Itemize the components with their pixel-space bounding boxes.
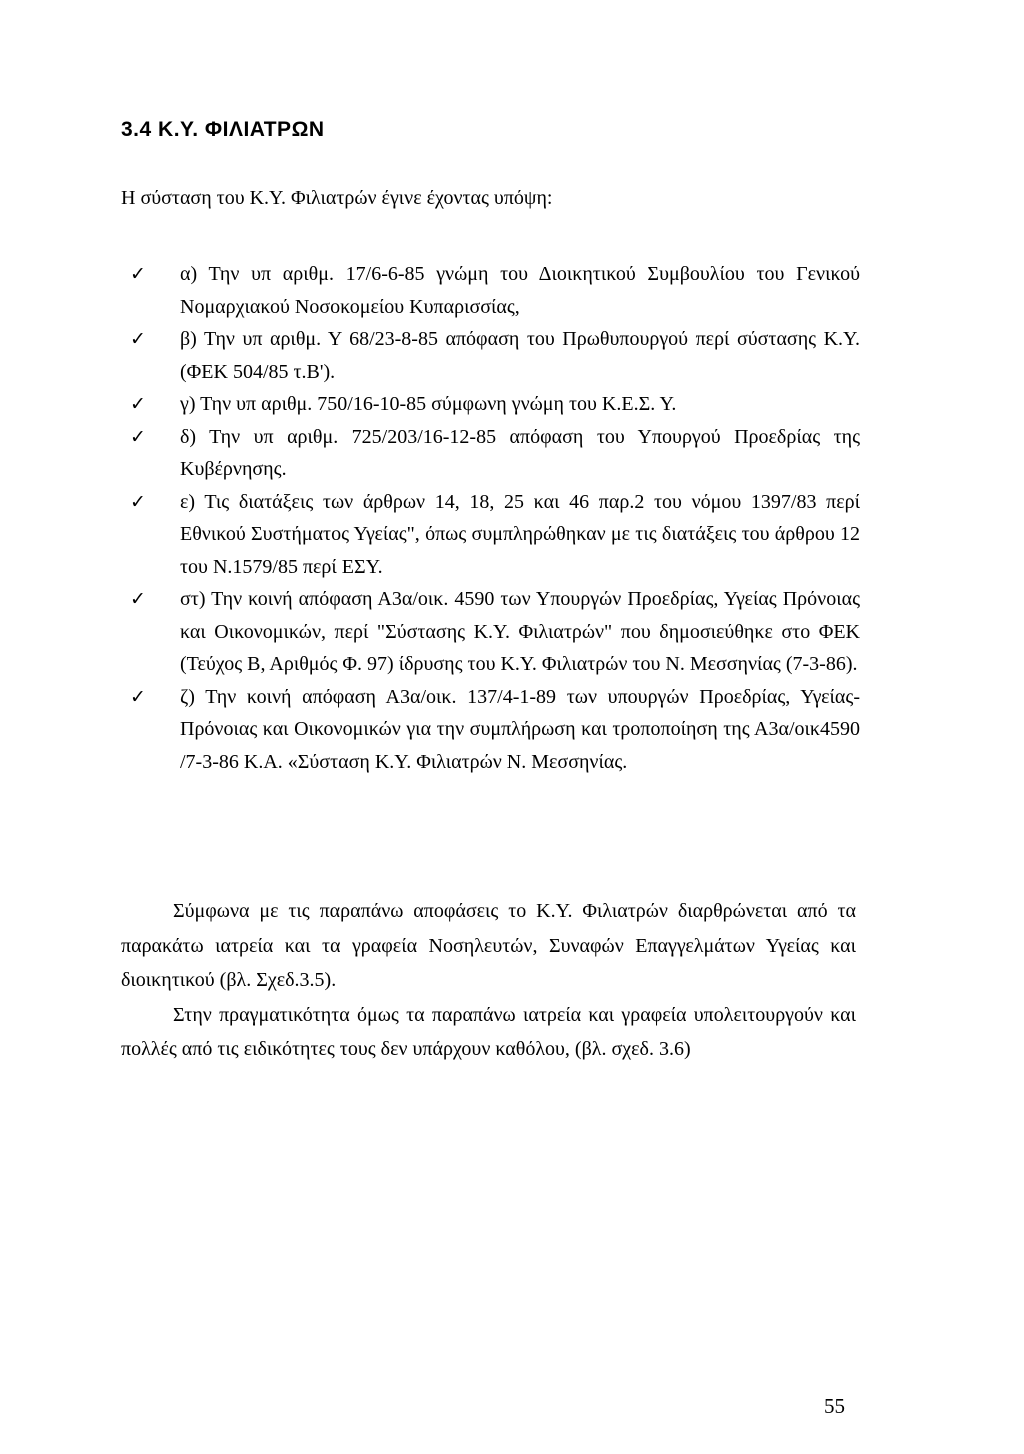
list-item-text: ζ) Την κοινή απόφαση Α3α/οικ. 137/4-1-89 των υπουργών Προεδρίας, Υγείας-Πρόνοιας και Οικονομικών για την συμπλήρωση και τροποποίηση της Α3α/οικ4590 /7-3-86 Κ.Α. «Σύσταση Κ.Υ. Φιλιατρών Ν. Μεσσηνίας.: [180, 685, 860, 773]
checkmark-icon: ✓: [130, 588, 146, 610]
list-item-text: β) Την υπ αριθμ. Υ 68/23-8-85 απόφαση του Πρωθυπουργού περί σύστασης Κ.Υ. (ΦΕΚ 504/85 τ.Β').: [180, 328, 860, 383]
page-number: 55: [824, 1394, 845, 1418]
list-item: [130, 681, 860, 779]
list-item: [130, 388, 860, 421]
list-item: [130, 258, 860, 323]
checkmark-icon: ✓: [130, 328, 146, 350]
section-heading: 3.4 Κ.Υ. ΦΙΛΙΑΤΡΩΝ: [121, 118, 325, 141]
list-item-text: γ) Την υπ αριθμ. 750/16-10-85 σύμφωνη γνώμη του Κ.Ε.Σ. Υ.: [180, 393, 677, 415]
list-item-text: α) Την υπ αριθμ. 17/6-6-85 γνώμη του Διοικητικού Συμβουλίου του Γενικού Νομαρχιακού Νοσοκομείου Κυπαρισσίας,: [180, 263, 860, 318]
checkmark-icon: ✓: [130, 393, 146, 415]
list-item: [130, 583, 860, 681]
checklist: [130, 258, 860, 778]
intro-sentence: Η σύσταση του Κ.Υ. Φιλιατρών έγινε έχοντας υπόψη:: [121, 187, 553, 209]
checkmark-icon: ✓: [130, 685, 146, 708]
list-item: [130, 486, 860, 584]
list-item-text: στ) Την κοινή απόφαση Α3α/οικ. 4590 των Υπουργών Προεδρίας, Υγείας Πρόνοιας και Οικονομικών, περί "Σύστασης Κ.Υ. Φιλιατρών" που δημοσιεύθηκε στο ΦΕΚ (Τεύχος Β, Αριθμός Φ. 97) ίδρυσης του Κ.Υ. Φιλιατρών του Ν. Μεσσηνίας (7-3-86).: [180, 588, 860, 675]
paragraph-reality: Στην πραγματικότητα όμως τα παραπάνω ιατρεία και γραφεία υπολειτουργούν και πολλές από τις ειδικότητες τους δεν υπάρχουν καθόλου, (βλ. σχεδ. 3.6): [121, 1003, 856, 1060]
list-item-text: ε) Τις διατάξεις των άρθρων 14, 18, 25 και 46 παρ.2 του νόμου 1397/83 περί Εθνικού Συστήματος Υγείας", όπως συμπληρώθηκαν με τις διατάξεις του άρθρου 12 του Ν.1579/85 περί ΕΣΥ.: [180, 490, 860, 578]
list-item: [130, 421, 860, 486]
body-text: [121, 894, 856, 1067]
checkmark-icon: ✓: [130, 263, 146, 285]
paragraph-structure: Σύμφωνα με τις παραπάνω αποφάσεις το Κ.Υ. Φιλιατρών διαρθρώνεται από τα παρακάτω ιατρεία και τα γραφεία Νοσηλευτών, Συναφών Επαγγελμάτων Υγείας και διοικητικού (βλ. Σχεδ.3.5).: [121, 900, 856, 991]
list-item-text: δ) Την υπ αριθμ. 725/203/16-12-85 απόφαση του Υπουργού Προεδρίας της Κυβέρνησης.: [180, 425, 860, 480]
checkmark-icon: ✓: [130, 490, 146, 513]
list-item: [130, 323, 860, 388]
checkmark-icon: ✓: [130, 425, 146, 448]
